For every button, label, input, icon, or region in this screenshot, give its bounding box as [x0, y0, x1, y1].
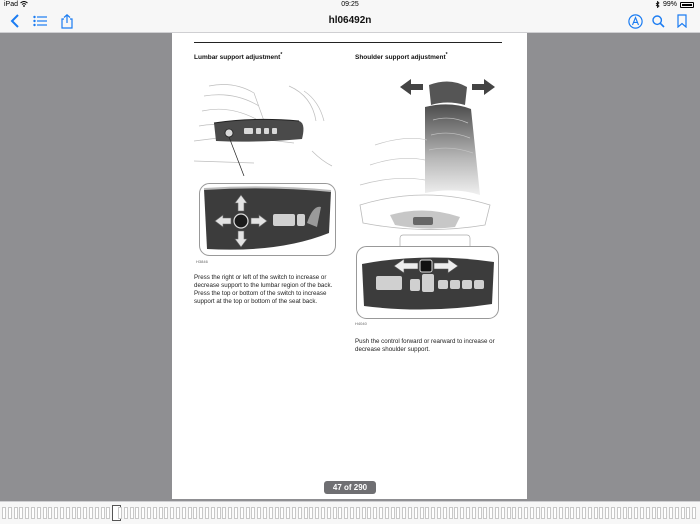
lumbar-heading — [194, 52, 282, 61]
thumbnail[interactable] — [628, 507, 632, 519]
thumbnail[interactable] — [257, 507, 261, 519]
thumbnail[interactable] — [437, 507, 441, 519]
thumbnail[interactable] — [414, 507, 418, 519]
page-indicator: 47 of 290 — [324, 481, 376, 494]
thumbnail[interactable] — [83, 507, 87, 519]
document-title: hl06492n — [328, 15, 372, 26]
thumbnail[interactable] — [362, 507, 366, 519]
shoulder-instructions: Push the control forward or rearward to increase or decrease shoulder support. — [355, 338, 495, 353]
thumbnail[interactable] — [333, 507, 337, 519]
thumbnail[interactable] — [37, 507, 41, 519]
thumbnail[interactable] — [135, 507, 139, 519]
thumbnail[interactable] — [379, 507, 383, 519]
thumbnail[interactable] — [153, 507, 157, 519]
thumbnail[interactable] — [605, 507, 609, 519]
thumbnail[interactable] — [570, 507, 574, 519]
thumbnail[interactable] — [652, 507, 656, 519]
thumbnail[interactable] — [77, 507, 81, 519]
lumbar-figure-code: H3846 — [196, 259, 208, 264]
shoulder-heading-text: Shoulder support adjustment — [355, 54, 446, 62]
thumbnail[interactable] — [159, 507, 163, 519]
thumbnail[interactable] — [373, 507, 377, 519]
thumbnail[interactable] — [193, 507, 197, 519]
thumbnail[interactable] — [31, 507, 35, 519]
thumbnail[interactable] — [43, 507, 47, 519]
thumbnail[interactable] — [623, 507, 627, 519]
thumbnail[interactable] — [304, 507, 308, 519]
thumbnail[interactable] — [48, 507, 52, 519]
thumbnail[interactable] — [25, 507, 29, 519]
thumbnail[interactable] — [350, 507, 354, 519]
thumbnail[interactable] — [118, 507, 122, 519]
thumbnail[interactable] — [669, 507, 673, 519]
thumbnail[interactable] — [275, 507, 279, 519]
thumbnail[interactable] — [530, 507, 534, 519]
lumbar-instructions: Press the right or left of the switch to increase or decrease support to the lumbar region of the back. Press the top or bottom of the switch to increase support at the top or bottom of the seat back. — [194, 274, 333, 305]
thumbnail[interactable] — [460, 507, 464, 519]
thumbnail[interactable] — [501, 507, 505, 519]
thumbnail[interactable] — [147, 507, 151, 519]
battery-percent: 99% — [662, 1, 677, 8]
thumbnail[interactable] — [692, 507, 696, 519]
nav-bar — [0, 9, 700, 33]
thumbnail[interactable] — [512, 507, 516, 519]
thumbnail[interactable] — [199, 507, 203, 519]
thumbnail[interactable] — [251, 507, 255, 519]
thumbnail[interactable] — [495, 507, 499, 519]
thumbnail[interactable] — [344, 507, 348, 519]
thumbnail-strip[interactable] — [0, 501, 700, 524]
thumbnail[interactable] — [646, 507, 650, 519]
thumbnail[interactable] — [408, 507, 412, 519]
document-page[interactable] — [172, 33, 527, 499]
thumbnail[interactable] — [188, 507, 192, 519]
annotate-button[interactable] — [626, 12, 644, 30]
thumbnail[interactable] — [106, 507, 110, 519]
thumbnail[interactable] — [356, 507, 360, 519]
thumbnail[interactable] — [541, 507, 545, 519]
device-label: iPad — [4, 1, 19, 8]
thumbnail[interactable] — [60, 507, 64, 519]
thumbnail[interactable] — [130, 507, 134, 519]
thumbnail[interactable] — [443, 507, 447, 519]
thumbnail[interactable] — [89, 507, 93, 519]
thumbnail[interactable] — [634, 507, 638, 519]
thumbnail[interactable] — [425, 507, 429, 519]
thumbnail[interactable] — [298, 507, 302, 519]
thumbnail[interactable] — [553, 507, 557, 519]
thumbnail[interactable] — [657, 507, 661, 519]
thumbnail[interactable] — [594, 507, 598, 519]
thumbnail[interactable] — [170, 507, 174, 519]
thumbnail[interactable] — [675, 507, 679, 519]
thumbnail[interactable] — [576, 507, 580, 519]
thumbnail[interactable] — [182, 507, 186, 519]
thumbnail[interactable] — [176, 507, 180, 519]
thumbnail[interactable] — [565, 507, 569, 519]
thumbnail[interactable] — [431, 507, 435, 519]
thumbnail[interactable] — [269, 507, 273, 519]
bluetooth-icon — [655, 1, 660, 8]
thumbnail[interactable] — [246, 507, 250, 519]
thumbnail[interactable] — [617, 507, 621, 519]
thumbnail[interactable] — [396, 507, 400, 519]
thumbnail[interactable] — [536, 507, 540, 519]
thumbnail[interactable] — [124, 507, 128, 519]
thumbnail[interactable] — [101, 507, 105, 519]
thumbnail[interactable] — [588, 507, 592, 519]
thumbnail[interactable] — [686, 507, 690, 519]
lumbar-seat-illustration — [194, 81, 334, 176]
bookmark-icon — [677, 14, 687, 28]
thumbnail[interactable] — [385, 507, 389, 519]
thumbnail[interactable] — [402, 507, 406, 519]
thumbnail[interactable] — [367, 507, 371, 519]
thumbnail[interactable] — [338, 507, 342, 519]
shoulder-seat-illustration — [355, 75, 505, 260]
thumbnail[interactable] — [611, 507, 615, 519]
thumbnail[interactable] — [164, 507, 168, 519]
thumbnail[interactable] — [466, 507, 470, 519]
thumbnail[interactable] — [640, 507, 644, 519]
thumbnail[interactable] — [2, 507, 6, 519]
thumbnail[interactable] — [292, 507, 296, 519]
shoulder-heading — [355, 52, 448, 61]
thumbnail[interactable] — [449, 507, 453, 519]
thumbnail[interactable] — [211, 507, 215, 519]
thumbnail[interactable] — [483, 507, 487, 519]
lumbar-heading-mark: * — [280, 52, 283, 58]
thumbnail[interactable] — [95, 507, 99, 519]
search-button[interactable] — [649, 12, 667, 30]
thumbnail[interactable] — [280, 507, 284, 519]
thumbnail[interactable] — [141, 507, 145, 519]
thumbnail[interactable] — [559, 507, 563, 519]
status-right — [655, 1, 694, 8]
thumbnail[interactable] — [315, 507, 319, 519]
lumbar-switch-detail — [199, 183, 336, 256]
thumbnail[interactable] — [663, 507, 667, 519]
thumbnail[interactable] — [263, 507, 267, 519]
status-time: 09:25 — [341, 1, 359, 8]
thumbnail[interactable] — [489, 507, 493, 519]
thumbnail[interactable] — [19, 507, 23, 519]
thumbnail[interactable] — [681, 507, 685, 519]
thumbnail[interactable] — [54, 507, 58, 519]
thumbnail[interactable] — [14, 507, 18, 519]
thumbnail[interactable] — [66, 507, 70, 519]
thumbnail[interactable] — [309, 507, 313, 519]
annotate-icon — [628, 14, 643, 29]
thumbnail[interactable] — [599, 507, 603, 519]
thumbnail[interactable] — [478, 507, 482, 519]
top-rule — [194, 42, 502, 43]
thumbnail[interactable] — [205, 507, 209, 519]
shoulder-figure-code: H4040 — [355, 321, 367, 326]
thumbnail[interactable] — [321, 507, 325, 519]
shoulder-heading-mark: * — [445, 52, 448, 58]
thumbnail[interactable] — [518, 507, 522, 519]
thumbnail[interactable] — [507, 507, 511, 519]
battery-icon — [680, 2, 694, 8]
thumbnail[interactable] — [391, 507, 395, 519]
thumbnail[interactable] — [8, 507, 12, 519]
thumbnail[interactable] — [222, 507, 226, 519]
thumbnail[interactable] — [72, 507, 76, 519]
thumbnail[interactable] — [217, 507, 221, 519]
thumbnail[interactable] — [286, 507, 290, 519]
thumbnail[interactable] — [240, 507, 244, 519]
thumbnail[interactable] — [454, 507, 458, 519]
status-bar — [0, 0, 700, 9]
thumbnail[interactable] — [228, 507, 232, 519]
bookmark-button[interactable] — [673, 12, 691, 30]
thumbnail[interactable] — [582, 507, 586, 519]
thumbnail[interactable] — [472, 507, 476, 519]
lumbar-heading-text: Lumbar support adjustment — [194, 54, 281, 62]
thumbnail[interactable] — [234, 507, 238, 519]
shoulder-control-detail — [356, 246, 499, 319]
thumbnail[interactable] — [524, 507, 528, 519]
thumbnail[interactable] — [547, 507, 551, 519]
thumbnail[interactable] — [327, 507, 331, 519]
search-icon — [652, 15, 665, 28]
thumbnail[interactable] — [420, 507, 424, 519]
